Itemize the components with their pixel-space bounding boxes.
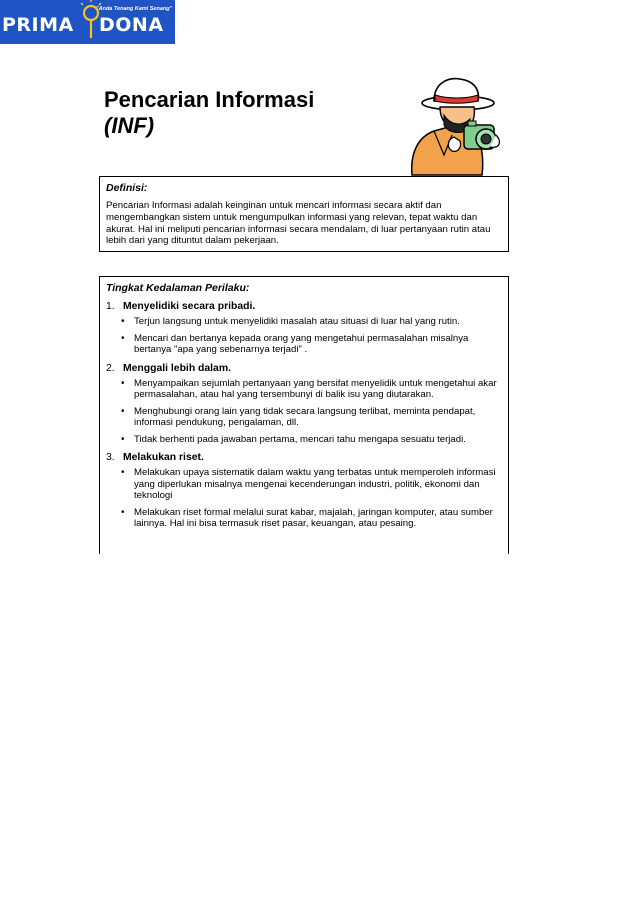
page-title: Pencarian Informasi (104, 87, 315, 112)
detective-camera-illustration (404, 75, 508, 178)
level-heading (106, 362, 502, 375)
level-items (106, 316, 502, 356)
definition-box (99, 176, 509, 252)
level-items (106, 467, 502, 530)
definition-text: Pencarian Informasi adalah keinginan untuk mencari informasi secara aktif dan mengembangkan sistem untuk mengumpulkan informasi yang relevan, tepat waktu dan akurat. Hal ini meliputi pencarian informasi secara mendalam, di luar pertanyaan rutin atau lebih dari yang dituntut dalam pekerjaan. (106, 200, 491, 247)
level-title: Menggali lebih dalam. (123, 362, 231, 374)
list-item: • Tidak berhenti pada jawaban pertama, mencari tahu mengapa sesuatu terjadi. (106, 434, 502, 446)
list-item: • Terjun langsung untuk menyelidiki masalah atau situasi di luar hal yang rutin. (106, 316, 502, 328)
level-heading (106, 300, 502, 313)
list-item: • Melakukan upaya sistematik dalam waktu yang terbatas untuk memperoleh informasi yang diperlukan misalnya mengenai kecenderungan industri, politik, ekonomi dan teknologi (106, 467, 502, 502)
level-number: 1. (106, 301, 115, 312)
level-number: 3. (106, 452, 115, 463)
level-heading (106, 451, 502, 464)
level-number: 2. (106, 362, 115, 374)
definition-label: Definisi: (106, 182, 148, 194)
logo-text-left: PRIMA (2, 14, 74, 36)
level-items (106, 378, 502, 446)
level-title: Menyelidiki secara pribadi. (123, 301, 256, 312)
logo-tagline: "Anda Tenang Kami Senang" (96, 6, 173, 12)
primadona-logo (0, 0, 175, 44)
list-item: • Melakukan riset formal melalui surat kabar, majalah, jaringan komputer, atau sumber lainnya. Hal ini bisa termasuk riset pasar, keuangan, atau pesaing. (106, 507, 502, 530)
behavior-levels-box (99, 276, 509, 554)
logo-text-right: DONA (99, 14, 164, 36)
list-item: • Mencari dan bertanya kepada orang yang mengetahui permasalahan misalnya bertanya "apa yang sebenarnya terjadi" . (106, 333, 502, 356)
list-item: • Menyampaikan sejumlah pertanyaan yang bersifat menyelidik untuk mengetahui akar permasalahan, atau hal yang tersembunyi di balik isu yang diutarakan. (106, 378, 502, 401)
list-item: • Menghubungi orang lain yang tidak secara langsung terlibat, meminta pendapat, informasi pendukung, pengalaman, dll. (106, 406, 502, 429)
behavior-label: Tingkat Kedalaman Perilaku: (106, 282, 250, 294)
level-title: Melakukan riset. (123, 452, 204, 463)
page-subtitle: (INF) (104, 113, 155, 138)
